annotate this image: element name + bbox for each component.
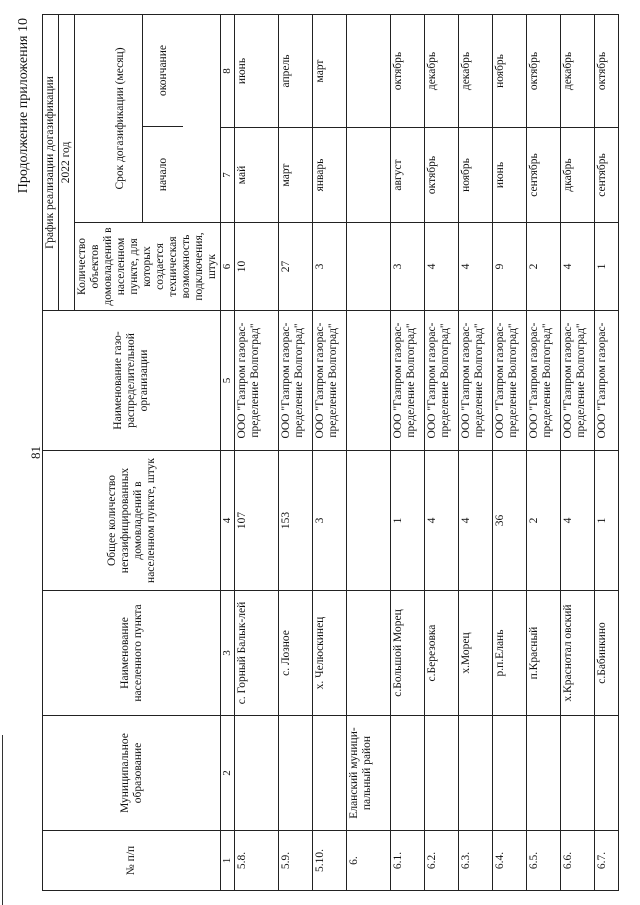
row-start-month: ноябрь: [459, 128, 493, 223]
header-total-households: Общее количество негазифицированных домовладений в населенном пункте, штук: [43, 451, 221, 591]
row-municipality: [459, 716, 493, 831]
row-start-month: август: [391, 128, 425, 223]
table-row: [493, 14, 527, 890]
table-row: [459, 14, 493, 890]
row-gas-org: ООО "Газпром газорас-пределение Волгоград": [493, 311, 527, 451]
row-gas-org: ООО "Газпром газорас-пределение Волгоград": [391, 311, 425, 451]
row-start-month: [347, 128, 391, 223]
row-count: 9: [493, 223, 527, 311]
row-end-month: апрель: [279, 14, 313, 127]
row-settlement: р.п.Елань: [493, 591, 527, 716]
row-end-month: декабрь: [425, 14, 459, 127]
header-municipality: Муниципальное образование: [43, 716, 221, 831]
col-number: 2: [221, 716, 235, 831]
header-term: Срок догазификации (месяц): [112, 15, 143, 222]
row-number: 6.7.: [595, 831, 619, 891]
table-row: [235, 14, 279, 890]
row-start-month: сентябрь: [527, 128, 561, 223]
row-municipality: [493, 716, 527, 831]
row-gas-org: ООО "Газпром газорас-пределение Волгоград": [459, 311, 493, 451]
header-num: № п/п: [43, 831, 221, 891]
row-gas-org: ООО "Газпром газорас-пределение Волгоград": [561, 311, 595, 451]
row-settlement: [347, 591, 391, 716]
row-settlement: с.Большой Морец: [391, 591, 425, 716]
row-gas-org: ООО "Газпром газорас-пределение Волгоград": [279, 311, 313, 451]
row-count: 1: [595, 223, 619, 311]
col-number: 4: [221, 451, 235, 591]
row-total-households: 1: [391, 451, 425, 591]
row-gas-org: [347, 311, 391, 451]
row-number: 5.10.: [313, 831, 347, 891]
row-gas-org: ООО "Газпром газорас-пределение Волгоград": [313, 311, 347, 451]
row-municipality: Еланский муници-пальный район: [347, 716, 391, 831]
table-row: [391, 14, 425, 890]
table-row: [425, 14, 459, 890]
row-total-households: 107: [235, 451, 279, 591]
header-schedule: График реализации догазификации: [43, 14, 59, 310]
table-row: [279, 14, 313, 890]
row-end-month: декабрь: [561, 14, 595, 127]
header-row-1: [43, 14, 59, 890]
row-total-households: 4: [459, 451, 493, 591]
continuation-caption: Продолжение приложения 10: [16, 18, 31, 194]
row-number: 5.9.: [279, 831, 313, 891]
row-settlement: х.Краснотал овский: [561, 591, 595, 716]
table-row: [595, 14, 619, 890]
header-settlement: Наименование населенного пункта: [43, 591, 221, 716]
gasification-table: [42, 14, 619, 891]
row-municipality: [235, 716, 279, 831]
row-number: 6.2.: [425, 831, 459, 891]
row-start-month: январь: [313, 128, 347, 223]
row-municipality: [561, 716, 595, 831]
row-total-households: 4: [425, 451, 459, 591]
row-count: 27: [279, 223, 313, 311]
row-total-households: 4: [561, 451, 595, 591]
row-start-month: март: [279, 128, 313, 223]
row-settlement: х. Челюскинец: [313, 591, 347, 716]
row-total-households: [347, 451, 391, 591]
row-number: 6.1.: [391, 831, 425, 891]
row-count: 3: [313, 223, 347, 311]
row-number: 6.: [347, 831, 391, 891]
row-count: 4: [425, 223, 459, 311]
row-end-month: октябрь: [391, 14, 425, 127]
row-municipality: [313, 716, 347, 831]
row-total-households: 1: [595, 451, 619, 591]
row-number: 6.4.: [493, 831, 527, 891]
top-rule: [2, 735, 3, 905]
row-number: 6.3.: [459, 831, 493, 891]
table-row: [313, 14, 347, 890]
row-start-month: май: [235, 128, 279, 223]
row-count: [347, 223, 391, 311]
row-end-month: октябрь: [595, 14, 619, 127]
col-number: 8: [221, 14, 235, 127]
row-gas-org: ООО "Газпром газорас-пределение Волгоград": [527, 311, 561, 451]
row-total-households: 3: [313, 451, 347, 591]
row-total-households: 36: [493, 451, 527, 591]
table-row: [561, 14, 595, 890]
row-municipality: [527, 716, 561, 831]
table-row: [527, 14, 561, 890]
row-count: 3: [391, 223, 425, 311]
row-settlement: с. Лозное: [279, 591, 313, 716]
row-start-month: дкабрь: [561, 128, 595, 223]
header-gas-org: Наименование газо-распределительной организации: [43, 311, 221, 451]
row-end-month: декабрь: [459, 14, 493, 127]
row-count: 10: [235, 223, 279, 311]
row-end-month: октябрь: [527, 14, 561, 127]
row-number: 6.6.: [561, 831, 595, 891]
row-count: 4: [459, 223, 493, 311]
col-number: 3: [221, 591, 235, 716]
row-settlement: х.Морец: [459, 591, 493, 716]
header-count: Количество объектов домовладений в населенном пункте, для которых создается техническая возможность подключения, штук: [75, 223, 221, 311]
page-number: 81: [28, 446, 43, 459]
row-municipality: [595, 716, 619, 831]
header-end: окончание: [156, 45, 169, 96]
table-row: [347, 14, 391, 890]
row-municipality: [425, 716, 459, 831]
header-year: 2022 год: [59, 14, 75, 310]
table-body: [235, 14, 619, 890]
row-count: 2: [527, 223, 561, 311]
row-total-households: 153: [279, 451, 313, 591]
col-number: 5: [221, 311, 235, 451]
row-gas-org: ООО "Газпром газорас-пределение Волгоград": [425, 311, 459, 451]
col-number: 7: [221, 128, 235, 223]
row-settlement: п.Красный: [527, 591, 561, 716]
row-municipality: [279, 716, 313, 831]
column-numbering-row: [221, 14, 235, 890]
row-number: 5.8.: [235, 831, 279, 891]
row-end-month: март: [313, 14, 347, 127]
row-count: 4: [561, 223, 595, 311]
row-municipality: [391, 716, 425, 831]
row-gas-org: ООО "Газпром газорас-: [595, 311, 619, 451]
row-end-month: ноябрь: [493, 14, 527, 127]
row-settlement: с. Горный Балык-лей: [235, 591, 279, 716]
row-gas-org: ООО "Газпром газорас-пределение Волгоград": [235, 311, 279, 451]
row-end-month: [347, 14, 391, 127]
row-settlement: с.Березовка: [425, 591, 459, 716]
row-total-households: 2: [527, 451, 561, 591]
row-end-month: июнь: [235, 14, 279, 127]
header-start: начало: [143, 126, 183, 222]
col-number: 6: [221, 223, 235, 311]
row-start-month: сентябрь: [595, 128, 619, 223]
col-number: 1: [221, 831, 235, 891]
row-number: 6.5.: [527, 831, 561, 891]
row-start-month: октябрь: [425, 128, 459, 223]
row-settlement: с.Бабинкино: [595, 591, 619, 716]
row-start-month: июнь: [493, 128, 527, 223]
